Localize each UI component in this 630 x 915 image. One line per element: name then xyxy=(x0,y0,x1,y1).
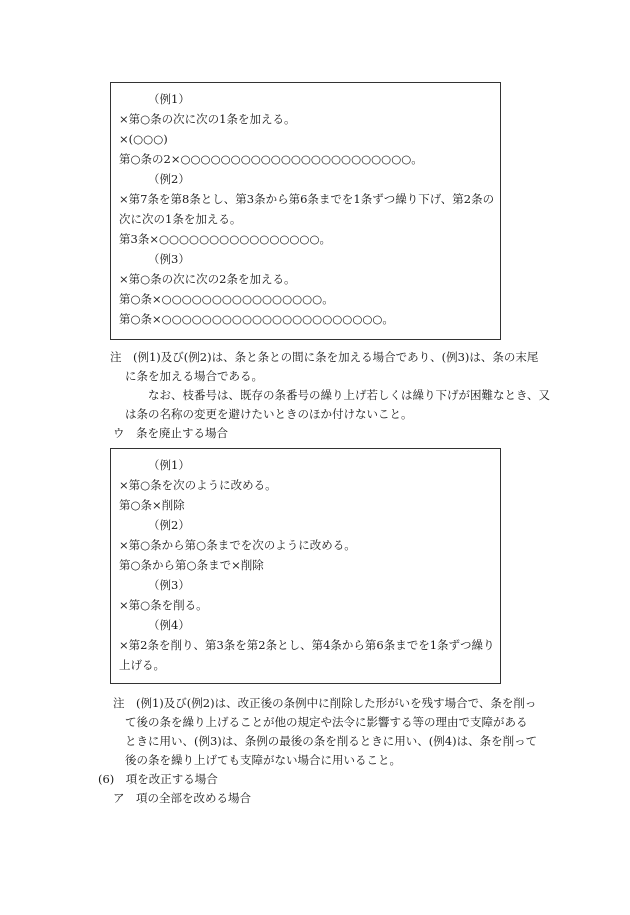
example-text: ×第○条を次のように改める。 xyxy=(119,478,277,492)
note-line: 注 (例1)及び(例2)は、改正後の条例中に削除した形がいを残す場合で、条を削っ xyxy=(113,696,537,710)
note-line: なお、枝番号は、既存の条番号の繰り上げ若しくは繰り下げが困難なとき、又 xyxy=(148,388,551,402)
note-line: ときに用い、(例3)は、条例の最後の条を削るときに用い、(例4)は、条を削って xyxy=(125,734,538,748)
note-line: に条を加える場合である。 xyxy=(125,369,263,383)
example-text: ×第○条から第○条までを次のように改める。 xyxy=(119,538,356,552)
example-box-add-article xyxy=(110,82,501,340)
example-label: （例3） xyxy=(148,252,190,266)
example-text: ×(○○○) xyxy=(119,132,168,146)
example-label: （例3） xyxy=(148,578,190,592)
example-label: （例1） xyxy=(148,92,190,106)
example-text: ×第7条を第8条とし、第3条から第6条までを1条ずつ繰り下げ、第2条の xyxy=(119,192,495,206)
note-line: て後の条を繰り上げることが他の規定や法令に影響する等の理由で支障がある xyxy=(125,715,528,729)
example-text: ×第○条の次に次の2条を加える。 xyxy=(119,272,296,286)
example-label: （例2） xyxy=(148,518,190,532)
example-text: 次に次の1条を加える。 xyxy=(119,212,242,226)
note-line: 後の条を繰り上げても支障がない場合に用いること。 xyxy=(125,753,401,767)
example-label: （例1） xyxy=(148,458,190,472)
example-text: 第○条の2×○○○○○○○○○○○○○○○○○○○○○○○。 xyxy=(119,152,423,166)
example-text: 上げる。 xyxy=(119,658,165,672)
subsection-heading: ア 項の全部を改める場合 xyxy=(113,791,251,805)
note-line: は条の名称の変更を避けたいときのほか付けないこと。 xyxy=(125,407,413,421)
example-text: 第○条×削除 xyxy=(119,498,185,512)
example-box-delete-article xyxy=(110,448,501,684)
example-text: 第○条から第○条まで×削除 xyxy=(119,558,264,572)
example-text: 第○条×○○○○○○○○○○○○○○○○○○○○○○。 xyxy=(119,312,394,326)
example-text: 第○条×○○○○○○○○○○○○○○○○。 xyxy=(119,292,334,306)
example-label: （例4） xyxy=(148,618,190,632)
example-label: （例2） xyxy=(148,172,190,186)
example-text: ×第○条の次に次の1条を加える。 xyxy=(119,112,296,126)
example-text: ×第○条を削る。 xyxy=(119,598,208,612)
example-text: ×第2条を削り、第3条を第2条とし、第4条から第6条までを1条ずつ繰り xyxy=(119,638,495,652)
example-text: 第3条×○○○○○○○○○○○○○○○○。 xyxy=(119,232,332,246)
section-heading: ウ 条を廃止する場合 xyxy=(113,426,228,440)
note-line: 注 (例1)及び(例2)は、条と条との間に条を加える場合であり、(例3)は、条の末尾 xyxy=(110,350,539,364)
section-heading: (6) 項を改正する場合 xyxy=(98,772,218,786)
